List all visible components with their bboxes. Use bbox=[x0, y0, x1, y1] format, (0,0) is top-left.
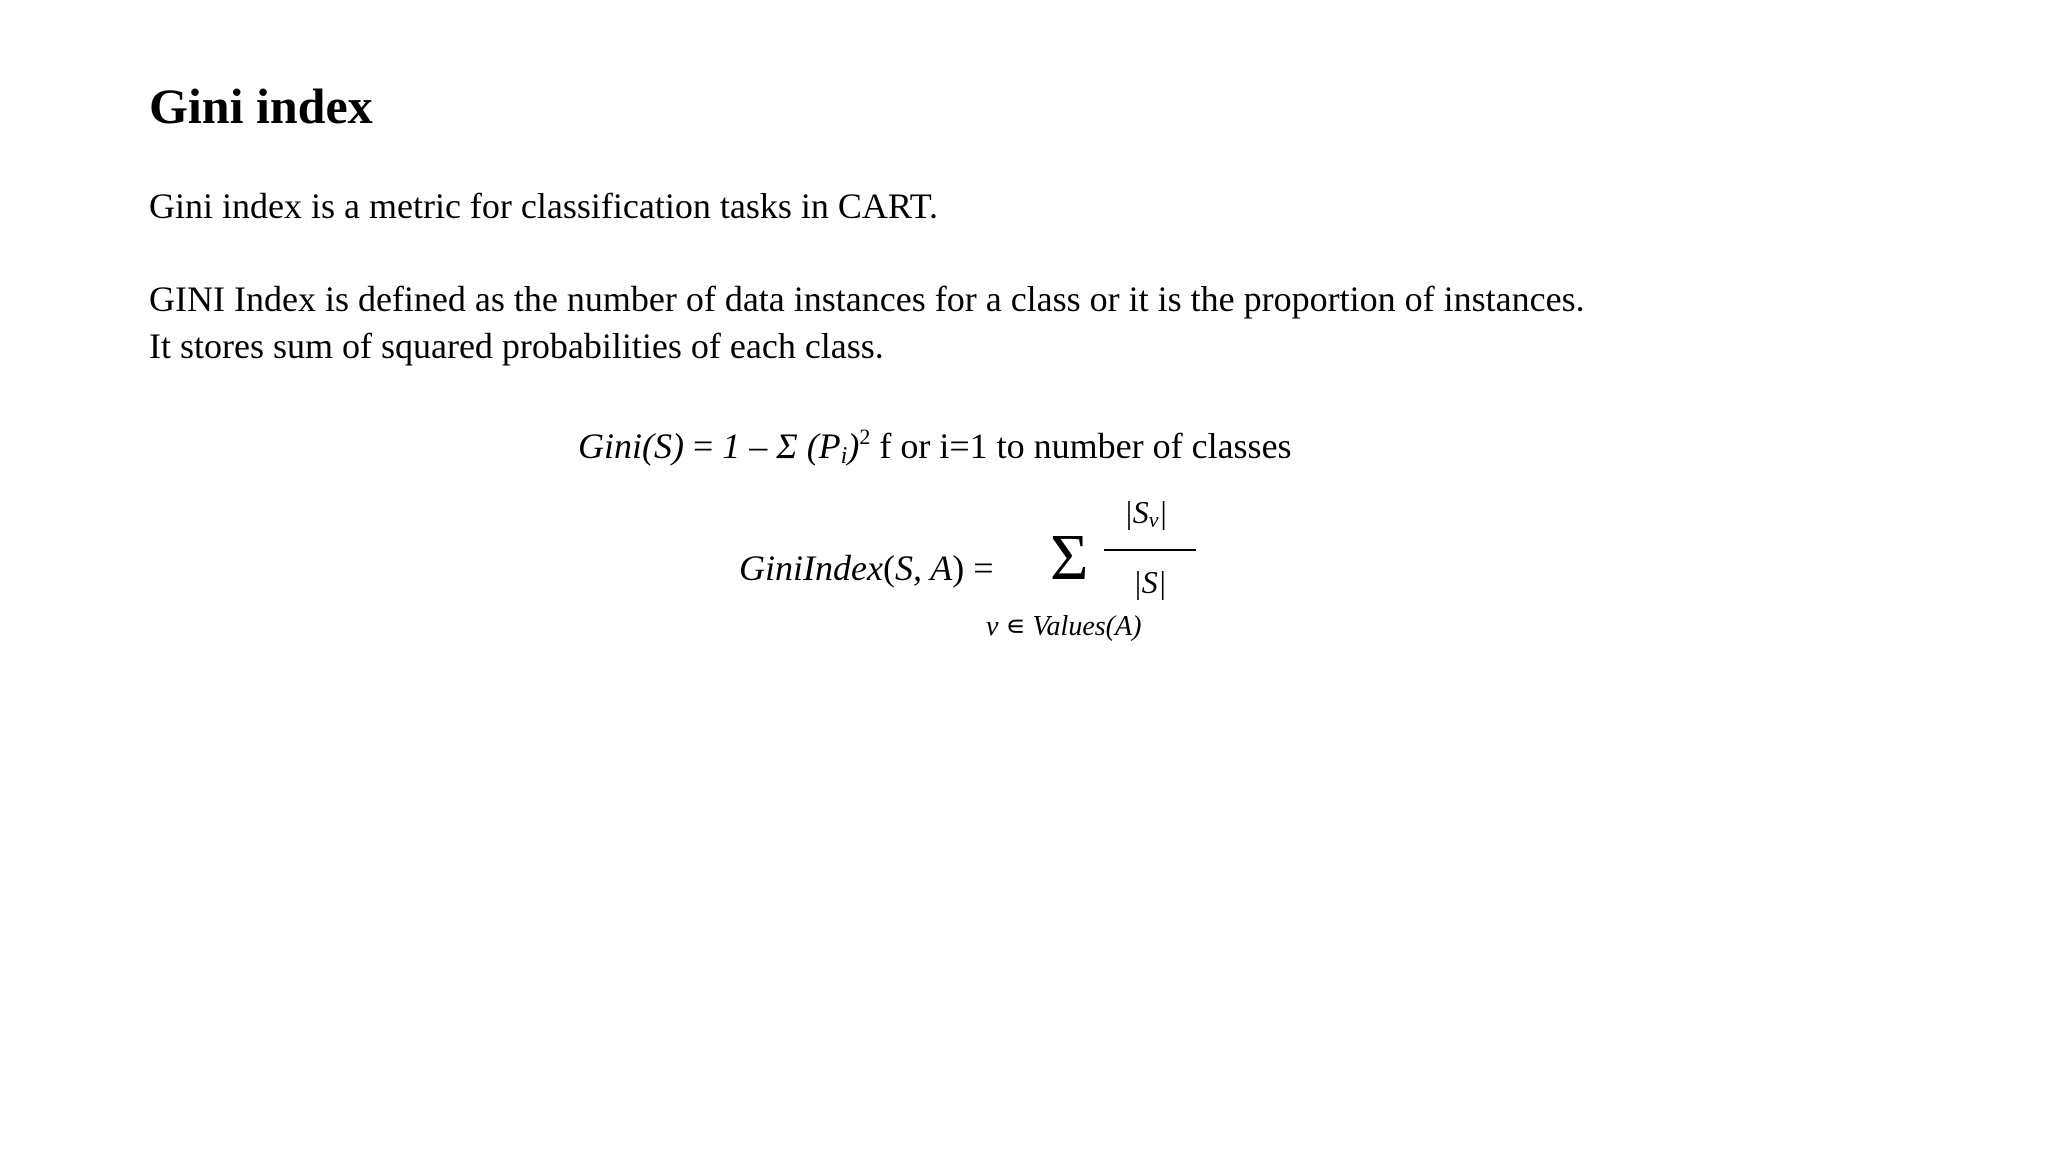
gini-index-args-open: ( bbox=[882, 548, 895, 588]
gini-formula-equals: = bbox=[683, 426, 723, 466]
paragraph-definition: Gini index is a metric for classification tasks in CART. bbox=[149, 186, 939, 226]
fraction-bar bbox=[1104, 549, 1196, 551]
gini-formula bbox=[578, 414, 1292, 479]
gini-formula-suffix: f or i=1 to number of classes bbox=[870, 426, 1292, 466]
gini-formula-superscript: 2 bbox=[859, 424, 871, 449]
slide-title: Gini index bbox=[149, 78, 373, 134]
summation-set-arg: (A) bbox=[1105, 611, 1142, 642]
paragraph-gini-line-1: GINI Index is defined as the number of data instances for a class or it is the proportion of instances. bbox=[149, 279, 1585, 319]
gini-formula-lhs: Gini(S) bbox=[578, 426, 684, 466]
summation-index-var: v bbox=[986, 611, 999, 642]
numerator-open: |S bbox=[1124, 494, 1149, 530]
numerator-close: | bbox=[1158, 494, 1168, 530]
fraction-numerator bbox=[1124, 492, 1167, 540]
summation-in: ∊ bbox=[998, 611, 1033, 642]
gini-index-args: S, A bbox=[894, 548, 953, 588]
gini-index-equals: = bbox=[964, 548, 994, 588]
summation-index bbox=[986, 609, 1141, 645]
gini-index-func: GiniIndex bbox=[739, 548, 883, 588]
summation-sigma: Σ bbox=[1050, 521, 1089, 594]
fraction-denominator: |S| bbox=[1133, 564, 1167, 600]
gini-formula-sum: 1 – Σ (P bbox=[722, 426, 841, 466]
paragraph-gini-line-2: It stores sum of squared probabilities of each class. bbox=[149, 326, 884, 366]
numerator-subscript: v bbox=[1148, 507, 1159, 532]
gini-formula-close-paren: ) bbox=[847, 426, 860, 466]
gini-index-args-close: ) bbox=[952, 548, 965, 588]
gini-formula-subscript: i bbox=[840, 443, 848, 469]
gini-index-formula-lhs bbox=[739, 545, 994, 591]
summation-set: Values bbox=[1032, 611, 1106, 642]
